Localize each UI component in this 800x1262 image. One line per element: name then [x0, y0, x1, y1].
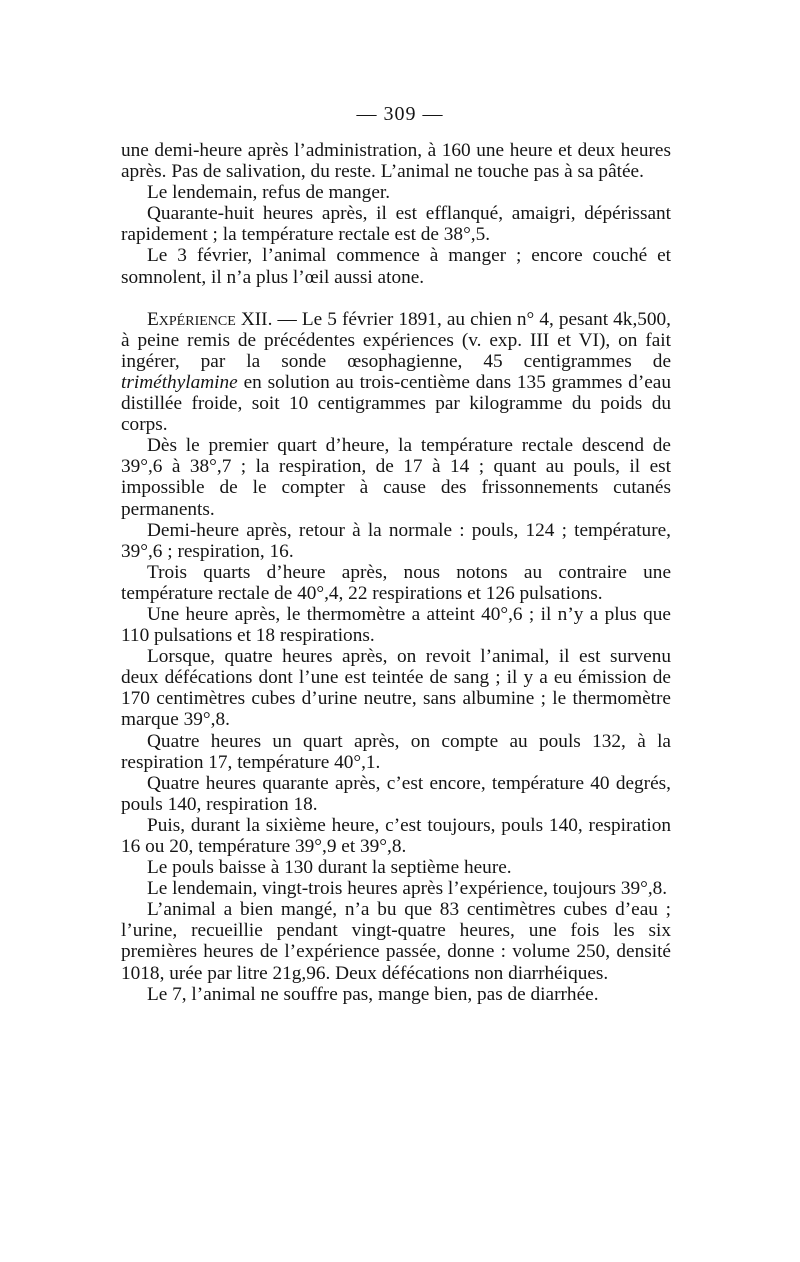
- page-number: — 309 —: [356, 103, 444, 125]
- observation-paragraph: Quatre heures un quart après, on compte au pouls 132, à la respiration 17, température 40°,1.: [121, 730, 671, 773]
- experiment-intro-continued: en solution au trois-centième dans 135 grammes d’eau distillée froide, soit 10 centigrammes par kilogramme du poids du corps.: [121, 371, 671, 436]
- observation-paragraph: Trois quarts d’heure après, nous notons au contraire une température rectale de 40°,4, 22 respirations et 126 pulsations.: [121, 561, 671, 604]
- observation-paragraph: Quatre heures quarante après, c’est encore, température 40 degrés, pouls 140, respiration 18.: [121, 772, 671, 815]
- paragraph: une demi-heure après l’administration, à 160 une heure et deux heures après. Pas de salivation, du reste. L’animal ne touche pas à sa pâtée.: [121, 140, 671, 183]
- observation-paragraph: Lorsque, quatre heures après, on revoit l’animal, il est survenu deux défécations dont l’une est teintée de sang ; il y a eu émission de 170 centimètres cubes d’urine neutre, sans albumine ; le thermomètre marque 39°,8.: [121, 646, 671, 731]
- paragraph: Quarante-huit heures après, il est efflanqué, amaigri, dépérissant rapidement ; la température rectale est de 38°,5.: [121, 203, 671, 246]
- observation-paragraph: Le 7, l’animal ne souffre pas, mange bien, pas de diarrhée.: [147, 983, 599, 1005]
- observation-paragraph: Puis, durant la sixième heure, c’est toujours, pouls 140, respiration 16 ou 20, température 39°,9 et 39°,8.: [121, 814, 671, 857]
- experiment-intro: — Le 5 février 1891, au chien n° 4, pesant 4k,500, à peine remis de précédentes expériences (v. exp. III et VI), on fait ingérer, par la sonde œsophagienne, 45 centigrammes de: [121, 308, 672, 372]
- paragraph: Le 3 février, l’animal commence à manger ; encore couché et somnolent, il n’a plus l’œil aussi atone.: [121, 245, 671, 288]
- observation-paragraph: Demi-heure après, retour à la normale : pouls, 124 ; température, 39°,6 ; respiration, 16.: [121, 519, 671, 562]
- drug-name: triméthylamine: [121, 371, 238, 393]
- observation-paragraph: Dès le premier quart d’heure, la température rectale descend de 39°,6 à 38°,7 ; la respiration, de 17 à 14 ; quant au pouls, il est impossible de le compter à cause des frissonnements cutanés permanents.: [121, 435, 671, 520]
- observation-paragraph: Le pouls baisse à 130 durant la septième heure.: [147, 857, 512, 879]
- page-body: [121, 140, 671, 1005]
- experiment-label: Expérience XII.: [147, 308, 273, 330]
- experiment-paragraph: [121, 309, 671, 436]
- observation-paragraph: Le lendemain, vingt-trois heures après l’expérience, toujours 39°,8.: [147, 878, 668, 900]
- paragraph: Le lendemain, refus de manger.: [147, 182, 391, 204]
- observation-paragraph: L’animal a bien mangé, n’a bu que 83 centimètres cubes d’eau ; l’urine, recueillie pendant vingt-quatre heures, une fois les six premières heures de l’expérience passée, donne : volume 250, densité 1018, urée par litre 21g,96. Deux défécations non diarrhéiques.: [121, 899, 671, 984]
- observation-paragraph: Une heure après, le thermomètre a atteint 40°,6 ; il n’y a plus que 110 pulsations et 18 respirations.: [121, 603, 671, 647]
